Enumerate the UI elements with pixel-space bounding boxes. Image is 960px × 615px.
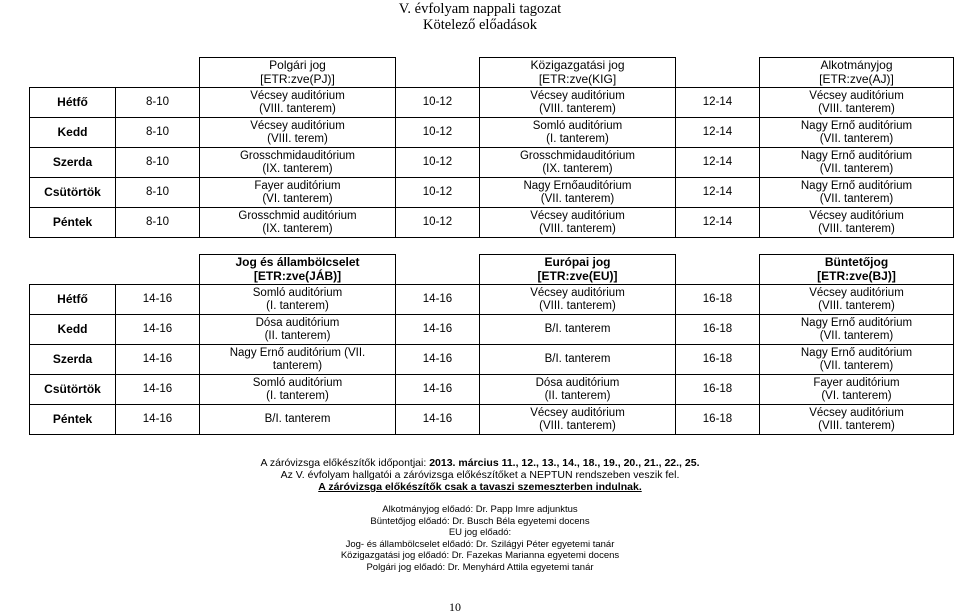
room-cell: Grosschmid auditórium (IX. tanterem) (200, 208, 396, 238)
room-cell: Nagy Ernő auditórium (VII. tanterem) (760, 345, 954, 375)
time-cell: 10-12 (396, 118, 480, 148)
schedule-row (30, 148, 954, 178)
room-cell: Vécsey auditórium (VIII. tanterem) (760, 208, 954, 238)
time-cell: 14-16 (116, 345, 200, 375)
time-cell: 12-14 (676, 148, 760, 178)
subject-header: Jog és államböIcselet [ETR:zve(JÁB)] (200, 255, 396, 285)
lecturer-line: Büntetőjog előadó: Dr. Busch Béla egyetemi docens (370, 515, 590, 527)
room-cell: Grosschmidauditórium (IX. tanterem) (200, 148, 396, 178)
room-cell: B/I. tanterem (200, 405, 396, 435)
room-cell: Fayer auditórium (VI. tanterem) (760, 375, 954, 405)
day-cell: Csütörtök (30, 375, 116, 405)
time-cell: 14-16 (396, 315, 480, 345)
schedule-row (30, 178, 954, 208)
document-title: V. évfolyam nappali tagozat (398, 1, 562, 17)
schedule-row (30, 88, 954, 118)
day-cell: Szerda (30, 345, 116, 375)
room-cell: Vécsey auditórium (VIII. tanterem) (480, 405, 676, 435)
room-cell: B/I. tanterem (480, 315, 676, 345)
time-cell: 12-14 (676, 118, 760, 148)
schedule-row (30, 118, 954, 148)
time-cell: 16-18 (676, 315, 760, 345)
time-cell: 14-16 (116, 405, 200, 435)
subject-header: Közigazgatási jog [ETR:zve(KIG] (480, 58, 676, 88)
schedule-row (30, 285, 954, 315)
schedule-row (30, 405, 954, 435)
day-cell: Szerda (30, 148, 116, 178)
time-cell: 14-16 (396, 375, 480, 405)
room-cell: Somló auditórium (I. tanterem) (200, 285, 396, 315)
time-cell: 14-16 (396, 285, 480, 315)
room-cell: Nagy Ernő auditórium (VII. tanterem) (200, 345, 396, 375)
spring-semester-note: A záróvizsga előkészítők csak a tavaszi szemeszterben indulnak. (318, 481, 642, 493)
page-number: 10 (449, 600, 461, 614)
day-cell: Péntek (30, 405, 116, 435)
room-cell: Nagy Ernőauditórium (VII. tanterem) (480, 178, 676, 208)
time-cell: 14-16 (116, 285, 200, 315)
day-cell: Hétfő (30, 88, 116, 118)
lecturer-line: EU jog előadó: (448, 527, 512, 539)
room-cell: Nagy Ernő auditórium (VII. tanterem) (760, 315, 954, 345)
subject-header: Európai jog [ETR:zve(EU)] (480, 255, 676, 285)
room-cell: B/I. tanterem (480, 345, 676, 375)
room-cell: Fayer auditórium (VI. tanterem) (200, 178, 396, 208)
lecturer-line: Polgári jog előadó: Dr. Menyhárd Attila egyetemi tanár (366, 562, 594, 573)
time-cell: 12-14 (676, 178, 760, 208)
room-cell: Vécsey auditórium (VIII. tanterem) (200, 88, 396, 118)
time-cell: 10-12 (396, 88, 480, 118)
room-cell: Vécsey auditórium (VIII. tanterem) (480, 208, 676, 238)
day-cell: Csütörtök (30, 178, 116, 208)
exam-prep-dates: A záróvizsga előkészítők időpontjai: 2013. március 11., 12., 13., 14., 18., 19., 20., 21., 22., 25. (260, 457, 700, 469)
room-cell: Vécsey auditórium (VIII. tanterem) (760, 285, 954, 315)
room-cell: Vécsey auditórium (VIII. tanterem) (760, 405, 954, 435)
schedule-table-2 (29, 254, 954, 435)
room-cell: Vécsey auditórium (VIII. tanterem) (480, 88, 676, 118)
lecturer-line: Közigazgatási jog előadó: Dr. Fazekas Marianna egyetemi docens (340, 550, 620, 562)
time-cell: 8-10 (116, 178, 200, 208)
lecturer-line: Alkotmányjog előadó: Dr. Papp Imre adjunktus (382, 504, 578, 515)
time-cell: 8-10 (116, 208, 200, 238)
time-cell: 10-12 (396, 148, 480, 178)
time-cell: 8-10 (116, 88, 200, 118)
time-cell: 10-12 (396, 208, 480, 238)
time-cell: 16-18 (676, 405, 760, 435)
time-cell: 8-10 (116, 148, 200, 178)
time-cell: 14-16 (396, 345, 480, 375)
lecturer-line: Jog- és állambölcselet előadó: Dr. Szilágyi Péter egyetemi tanár (345, 538, 615, 550)
room-cell: Somló auditórium (I. tanterem) (480, 118, 676, 148)
document-subtitle: Kötelező előadások (423, 17, 537, 33)
day-cell: Kedd (30, 118, 116, 148)
subject-header: Alkotmányjog [ETR:zve(AJ)] (760, 58, 954, 88)
room-cell: Dósa auditórium (II. tanterem) (480, 375, 676, 405)
subject-header: Polgári jog [ETR:zve(PJ)] (200, 58, 396, 88)
time-cell: 16-18 (676, 285, 760, 315)
room-cell: Vécsey auditórium (VIII. tanterem) (760, 88, 954, 118)
room-cell: Somló auditórium (I. tanterem) (200, 375, 396, 405)
room-cell: Vécsey auditórium (VIII. terem) (200, 118, 396, 148)
day-cell: Kedd (30, 315, 116, 345)
room-cell: Nagy Ernő auditórium (VII. tanterem) (760, 148, 954, 178)
day-cell: Hétfő (30, 285, 116, 315)
time-cell: 10-12 (396, 178, 480, 208)
room-cell: Dósa auditórium (II. tanterem) (200, 315, 396, 345)
time-cell: 14-16 (116, 315, 200, 345)
time-cell: 12-14 (676, 208, 760, 238)
day-cell: Péntek (30, 208, 116, 238)
time-cell: 16-18 (676, 345, 760, 375)
time-cell: 16-18 (676, 375, 760, 405)
neptun-note: Az V. évfolyam hallgatói a záróvizsga előkészítőket a NEPTUN rendszeben veszik fel. (280, 469, 680, 481)
schedule-row (30, 375, 954, 405)
time-cell: 8-10 (116, 118, 200, 148)
room-cell: Grosschmidauditórium (IX. tanterem) (480, 148, 676, 178)
room-cell: Nagy Ernő auditórium (VII. tanterem) (760, 118, 954, 148)
subject-header: Büntetőjog [ETR:zve(BJ)] (760, 255, 954, 285)
room-cell: Vécsey auditórium (VIII. tanterem) (480, 285, 676, 315)
time-cell: 12-14 (676, 88, 760, 118)
time-cell: 14-16 (396, 405, 480, 435)
room-cell: Nagy Ernő auditórium (VII. tanterem) (760, 178, 954, 208)
schedule-table-1 (29, 57, 954, 238)
time-cell: 14-16 (116, 375, 200, 405)
schedule-row (30, 345, 954, 375)
schedule-row (30, 315, 954, 345)
schedule-row (30, 208, 954, 238)
